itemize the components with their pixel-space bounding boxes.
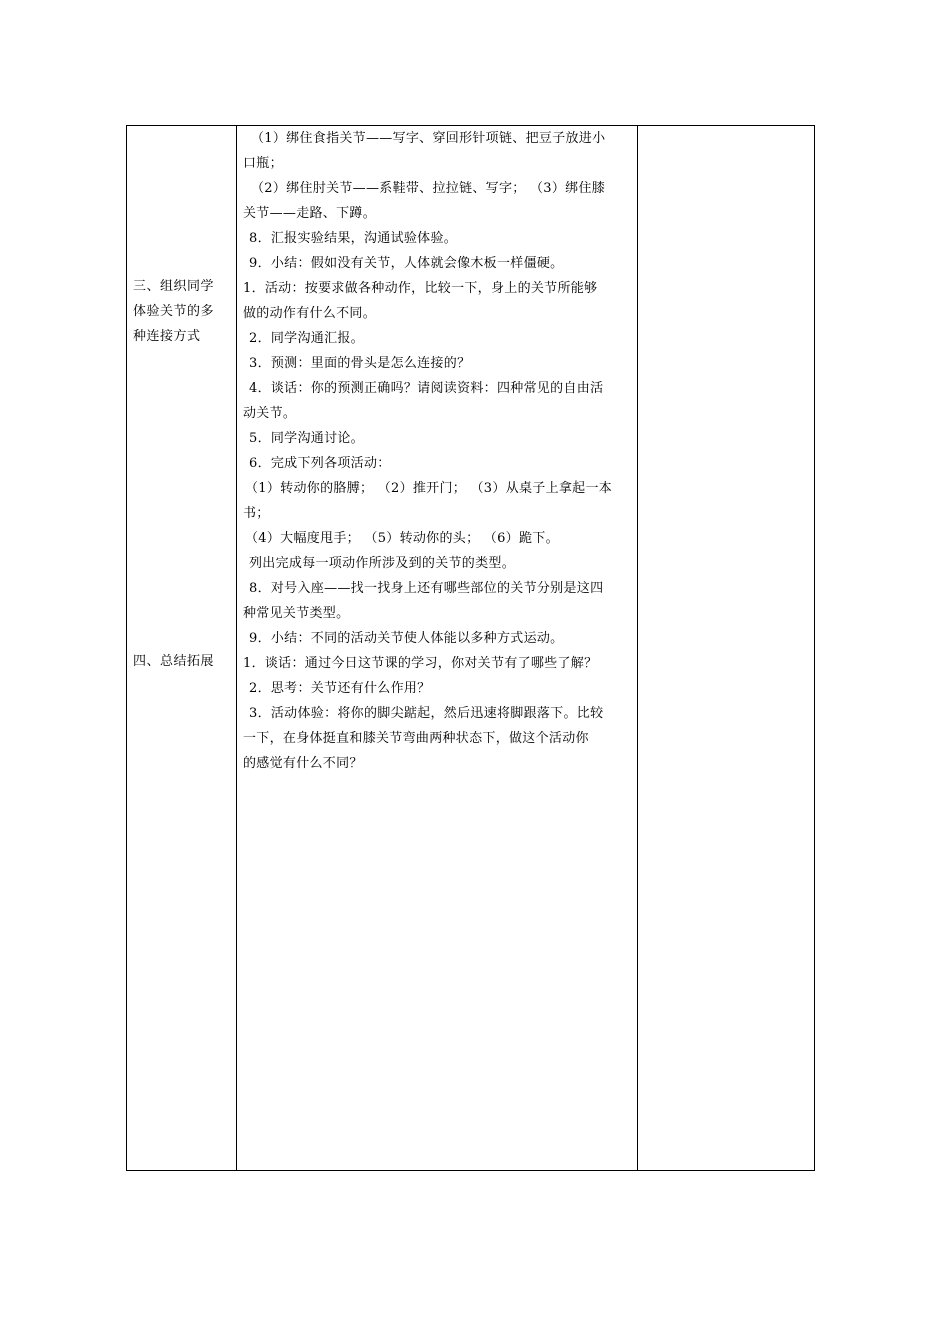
content-line: 3．预测：里面的骨头是怎么连接的？ — [249, 356, 471, 371]
step-3-line: 三、组织同学 — [133, 279, 215, 294]
column-divider — [637, 126, 638, 1170]
step-3-line: 种连接方式 — [133, 329, 201, 344]
step-4-label: 四、总结拓展 — [133, 654, 215, 669]
content-line: 9．小结：不同的活动关节使人体能以多种方式运动。 — [249, 631, 564, 646]
step-3-line: 体验关节的多 — [133, 304, 215, 319]
content-line: 1．活动：按要求做各种动作，比较一下，身上的关节所能够 — [243, 281, 598, 296]
content-line: 8．汇报实验结果，沟通试验体验。 — [249, 231, 458, 246]
content-line: 关节——走路、下蹲。 — [243, 206, 376, 221]
content-line: 2．同学沟通汇报。 — [249, 331, 364, 346]
content-line: （4）大幅度甩手； （5）转动你的头； （6）跪下。 — [245, 531, 559, 546]
content-line: 书； — [243, 506, 270, 521]
step-3-label — [133, 274, 233, 349]
content-line: 6．完成下列各项活动： — [249, 456, 391, 471]
content-line: 9．小结：假如没有关节，人体就会像木板一样僵硬。 — [249, 256, 564, 271]
content-line: 种常见关节类型。 — [243, 606, 350, 621]
content-line: （2）绑住肘关节——系鞋带、拉拉链、写字； （3）绑住膝 — [251, 181, 606, 196]
content-line: 口瓶； — [243, 156, 283, 171]
content-line: 动关节。 — [243, 406, 297, 421]
content-line: 8．对号入座——找一找身上还有哪些部位的关节分别是这四 — [249, 581, 604, 596]
content-line: （1）绑住食指关节——写字、穿回形针项链、把豆子放进小 — [251, 131, 606, 146]
activity-content — [243, 126, 635, 776]
content-line: （1）转动你的胳膊； （2）推开门； （3）从桌子上拿起一本 — [245, 481, 613, 496]
content-line: 4．谈话：你的预测正确吗？请阅读资料：四种常见的自由活 — [249, 381, 604, 396]
content-line: 2．思考：关节还有什么作用？ — [249, 681, 431, 696]
column-divider — [236, 126, 237, 1170]
content-line: 一下，在身体挺直和膝关节弯曲两种状态下，做这个活动你 — [243, 731, 589, 746]
content-line: 列出完成每一项动作所涉及到的关节的类型。 — [249, 556, 516, 571]
content-line: 做的动作有什么不同。 — [243, 306, 377, 321]
content-line: 5．同学沟通讨论。 — [249, 431, 364, 446]
content-line: 3．活动体验：将你的脚尖踮起，然后迅速将脚跟落下。比较 — [249, 706, 604, 721]
lesson-table — [126, 125, 815, 1171]
content-line: 的感觉有什么不同？ — [243, 756, 363, 771]
content-line: 1．谈话：通过今日这节课的学习，你对关节有了哪些了解？ — [243, 656, 598, 671]
